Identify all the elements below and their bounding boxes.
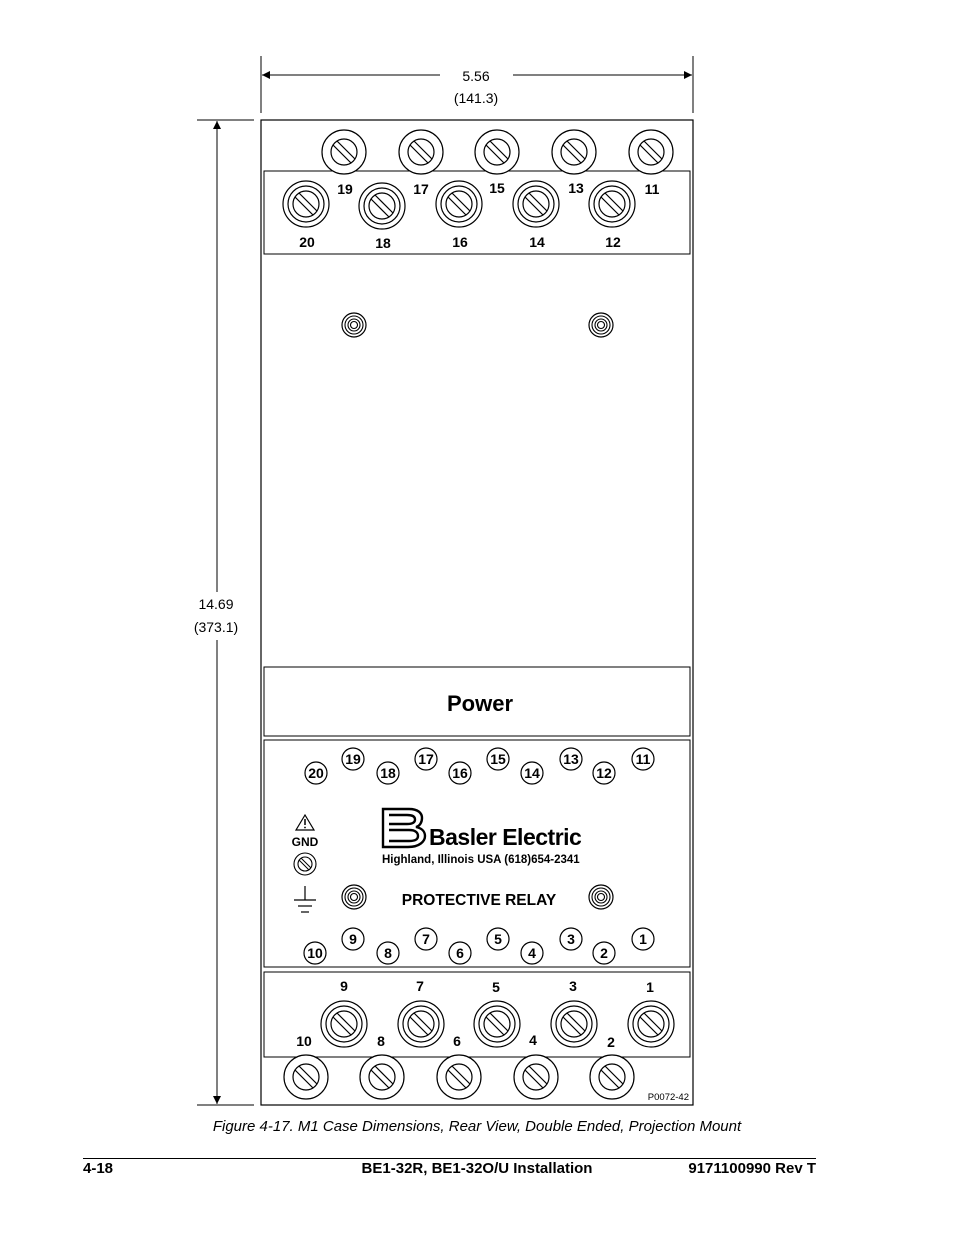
terminal-label: 15 — [489, 180, 505, 196]
terminal-label: 4 — [528, 945, 536, 961]
screw-icon — [437, 1055, 481, 1099]
mounting-stud — [342, 885, 366, 909]
terminal-label: 18 — [375, 235, 391, 251]
screw-icon — [399, 130, 443, 174]
screw-icon — [294, 853, 316, 875]
screw-icon — [629, 130, 673, 174]
gnd-label: GND — [291, 835, 319, 849]
height-mm: (373.1) — [193, 619, 239, 635]
terminal-label: 9 — [349, 931, 357, 947]
terminal-label: 12 — [596, 765, 612, 781]
brand-name: Basler Electric — [429, 824, 582, 850]
terminal-label: 5 — [494, 931, 502, 947]
terminal-label: 7 — [422, 931, 430, 947]
screw-icon — [321, 1001, 367, 1047]
screw-icon — [513, 181, 559, 227]
terminal-label: 9 — [340, 978, 348, 994]
terminal-label: 10 — [296, 1033, 312, 1049]
terminal-label: 13 — [563, 751, 579, 767]
screw-icon — [398, 1001, 444, 1047]
screw-icon — [589, 181, 635, 227]
terminal-label: 10 — [307, 945, 323, 961]
terminal-label: 11 — [635, 751, 651, 767]
width-mm: (141.3) — [453, 90, 499, 106]
document-number: 9171100990 Rev T — [688, 1160, 816, 1177]
terminal-label: 20 — [308, 765, 324, 781]
document-title: BE1-32R, BE1-32O/U Installation — [361, 1160, 593, 1177]
terminal-label: 17 — [413, 181, 429, 197]
brand-address: Highland, Illinois USA (618)654-2341 — [382, 854, 580, 866]
terminal-label: 15 — [490, 751, 506, 767]
mounting-stud — [342, 313, 366, 337]
screw-icon — [475, 130, 519, 174]
screw-icon — [551, 1001, 597, 1047]
terminal-label: 19 — [345, 751, 361, 767]
screw-icon — [474, 1001, 520, 1047]
screw-icon — [360, 1055, 404, 1099]
terminal-label: 17 — [418, 751, 434, 767]
terminal-label: 3 — [569, 978, 577, 994]
terminal-label: 14 — [524, 765, 540, 781]
terminal-label: 4 — [529, 1032, 537, 1048]
product-label: PROTECTIVE RELAY — [401, 892, 557, 909]
screw-icon — [283, 181, 329, 227]
screw-icon — [628, 1001, 674, 1047]
screw-icon — [436, 181, 482, 227]
terminal-label: 13 — [568, 180, 584, 196]
terminal-label: 2 — [607, 1034, 615, 1050]
screw-icon — [322, 130, 366, 174]
terminal-label: 14 — [529, 234, 545, 250]
width-dimension — [261, 56, 693, 113]
mounting-stud — [589, 885, 613, 909]
screw-icon — [284, 1055, 328, 1099]
screw-icon — [359, 183, 405, 229]
height-dimension — [194, 120, 254, 1105]
terminal-label: 1 — [646, 979, 654, 995]
mounting-stud — [589, 313, 613, 337]
terminal-label: 3 — [567, 931, 575, 947]
terminal-label: 6 — [453, 1033, 461, 1049]
terminal-label: 6 — [456, 945, 464, 961]
screw-icon — [552, 130, 596, 174]
terminal-label: 7 — [416, 978, 424, 994]
case-outline — [261, 120, 693, 1105]
footer-rule — [83, 1158, 816, 1159]
terminal-label: 20 — [299, 234, 315, 250]
width-inches: 5.56 — [462, 68, 490, 84]
terminal-label: 12 — [605, 234, 621, 250]
terminal-label: 11 — [644, 181, 660, 197]
terminal-label: 8 — [377, 1033, 385, 1049]
terminal-label: 2 — [600, 945, 608, 961]
part-code: P0072-42 — [647, 1092, 689, 1103]
figure-caption: Figure 4-17. M1 Case Dimensions, Rear View, Double Ended, Projection Mount — [212, 1118, 742, 1135]
screw-icon — [514, 1055, 558, 1099]
terminal-label: 18 — [380, 765, 396, 781]
screw-icon — [590, 1055, 634, 1099]
page-number: 4-18 — [83, 1160, 114, 1177]
terminal-label: 8 — [384, 945, 392, 961]
terminal-label: 16 — [452, 234, 468, 250]
terminal-label: 5 — [492, 979, 500, 995]
terminal-label: 19 — [337, 181, 353, 197]
height-inches: 14.69 — [198, 596, 234, 612]
terminal-label: 16 — [452, 765, 468, 781]
nameplate-title: Power — [446, 691, 514, 716]
terminal-label: 1 — [639, 931, 647, 947]
